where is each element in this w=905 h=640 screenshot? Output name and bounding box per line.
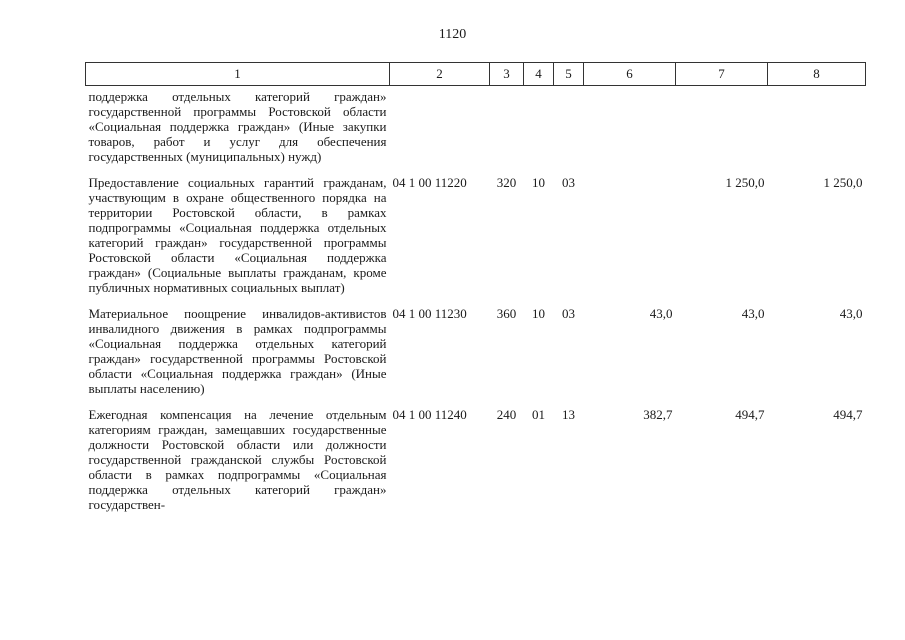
target-code: 04 1 00 11230 [392,306,467,321]
row-name: Ежегодная компенсация на лечение отдельным категориям граждан, замещавших государственные должности Ростовской области или должности государственной гражданской службы Ростовской области в рамках подпрограммы «Социальная поддержка отдельных категорий граждан» государствен- [88,407,387,512]
page-number: 1120 [438,27,467,42]
amount-col6 [584,164,676,295]
amount-col8: 1 250,0 [823,175,863,190]
column-header: 7 [676,63,768,86]
amount-col6: 43,0 [649,306,673,321]
amount-col7: 1 250,0 [725,175,765,190]
amount-col7: 43,0 [741,306,765,321]
row-name: Предоставление социальных гарантий гражданам, участвующим в охране общественного порядка на территории Ростовской области, в рамках подпрограммы «Социальная поддержка отдельных категорий граждан» государственной программы Ростовской области «Социальная поддержка граждан» (Социальные выплаты гражданам, кроме публичных нормативных социальных выплат) [88,175,387,295]
amount-col7 [676,86,768,165]
budget-table [85,62,866,512]
section: 10 [532,175,545,190]
amount-col7: 494,7 [735,407,765,422]
section: 01 [532,407,545,422]
table-row [86,396,866,512]
expense-type: 360 [496,306,517,321]
amount-col6: 382,7 [643,407,673,422]
row-name: Материальное поощрение инвалидов-активистов инвалидного движения в рамках подпрограммы «Социальная поддержка отдельных категорий граждан» государственной программы Ростовской области «Социальная поддержка граждан» (Иные выплаты населению) [88,306,387,396]
target-code: 04 1 00 11220 [392,175,467,190]
subsection: 13 [562,407,575,422]
column-header: 8 [768,63,866,86]
column-header: 2 [390,63,490,86]
expense-type: 240 [496,407,517,422]
column-header: 6 [584,63,676,86]
section [524,86,554,165]
table-row [86,86,866,165]
subsection: 03 [562,175,575,190]
amount-col8: 494,7 [833,407,863,422]
column-header: 4 [524,63,554,86]
amount-col8: 43,0 [839,306,863,321]
amount-col6 [584,86,676,165]
section: 10 [532,306,545,321]
column-header: 3 [490,63,524,86]
table-row [86,295,866,396]
row-name: поддержка отдельных категорий граждан» государственной программы Ростовской области «Социальная поддержка граждан» (Иные закупки товаров, работ и услуг для обеспечения государственных (муниципальных) нужд) [88,89,387,164]
target-code [390,86,490,165]
column-header: 1 [86,63,390,86]
subsection: 03 [562,306,575,321]
table-row [86,164,866,295]
subsection [554,86,584,165]
expense-type: 320 [496,175,517,190]
column-header: 5 [554,63,584,86]
target-code: 04 1 00 11240 [392,407,467,422]
amount-col8 [768,86,866,165]
table-header-row [86,63,866,86]
expense-type [490,86,524,165]
